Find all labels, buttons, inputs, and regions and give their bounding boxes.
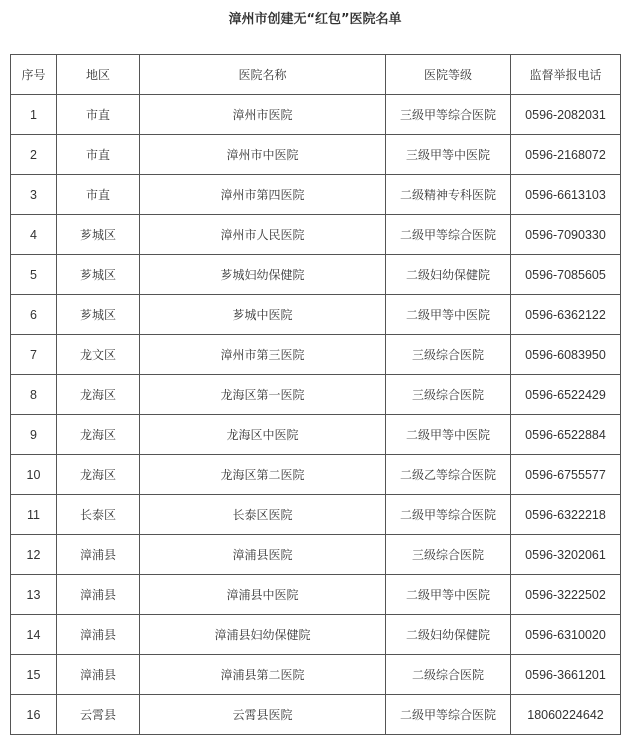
row-region: 芗城区	[57, 215, 140, 255]
row-region: 芗城区	[57, 295, 140, 335]
row-hospital-level: 二级甲等综合医院	[386, 495, 511, 535]
row-report-phone: 0596-6083950	[511, 335, 621, 375]
row-hospital-name: 漳浦县妇幼保健院	[140, 615, 386, 655]
table-row	[11, 375, 621, 415]
row-index: 8	[11, 375, 57, 415]
row-hospital-name: 漳浦县第二医院	[140, 655, 386, 695]
header-index: 序号	[11, 55, 57, 95]
row-report-phone: 0596-3661201	[511, 655, 621, 695]
row-hospital-name: 龙海区第一医院	[140, 375, 386, 415]
row-hospital-level: 三级综合医院	[386, 375, 511, 415]
row-report-phone: 0596-6613103	[511, 175, 621, 215]
row-region: 市直	[57, 95, 140, 135]
table-row	[11, 335, 621, 375]
row-hospital-name: 云霄县医院	[140, 695, 386, 735]
row-region: 漳浦县	[57, 615, 140, 655]
row-hospital-level: 三级甲等综合医院	[386, 95, 511, 135]
row-region: 漳浦县	[57, 575, 140, 615]
row-report-phone: 0596-7090330	[511, 215, 621, 255]
row-hospital-level: 二级妇幼保健院	[386, 255, 511, 295]
row-region: 龙海区	[57, 375, 140, 415]
row-hospital-level: 二级甲等综合医院	[386, 695, 511, 735]
row-hospital-level: 二级精神专科医院	[386, 175, 511, 215]
row-hospital-name: 芗城中医院	[140, 295, 386, 335]
row-report-phone: 0596-6362122	[511, 295, 621, 335]
row-region: 龙文区	[57, 335, 140, 375]
row-index: 10	[11, 455, 57, 495]
row-hospital-level: 三级甲等中医院	[386, 135, 511, 175]
row-hospital-name: 漳州市人民医院	[140, 215, 386, 255]
row-report-phone: 0596-6322218	[511, 495, 621, 535]
row-hospital-name: 长泰区医院	[140, 495, 386, 535]
row-report-phone: 18060224642	[511, 695, 621, 735]
table-row	[11, 175, 621, 215]
row-index: 15	[11, 655, 57, 695]
row-index: 1	[11, 95, 57, 135]
row-index: 14	[11, 615, 57, 655]
row-index: 5	[11, 255, 57, 295]
row-region: 漳浦县	[57, 655, 140, 695]
row-hospital-name: 漳州市中医院	[140, 135, 386, 175]
row-hospital-level: 二级甲等中医院	[386, 415, 511, 455]
table-row	[11, 615, 621, 655]
row-hospital-level: 二级甲等中医院	[386, 295, 511, 335]
table-row	[11, 255, 621, 295]
row-index: 13	[11, 575, 57, 615]
header-report-phone: 监督举报电话	[511, 55, 621, 95]
header-hospital-level: 医院等级	[386, 55, 511, 95]
row-report-phone: 0596-2168072	[511, 135, 621, 175]
header-region: 地区	[57, 55, 140, 95]
table-row	[11, 455, 621, 495]
row-index: 16	[11, 695, 57, 735]
row-region: 云霄县	[57, 695, 140, 735]
header-hospital-name: 医院名称	[140, 55, 386, 95]
row-region: 龙海区	[57, 415, 140, 455]
row-region: 芗城区	[57, 255, 140, 295]
row-index: 11	[11, 495, 57, 535]
row-index: 6	[11, 295, 57, 335]
table-row	[11, 495, 621, 535]
row-hospital-name: 龙海区中医院	[140, 415, 386, 455]
page-title: 漳州市创建无“红包”医院名单	[228, 12, 402, 27]
row-index: 9	[11, 415, 57, 455]
row-hospital-level: 二级乙等综合医院	[386, 455, 511, 495]
row-hospital-level: 二级甲等中医院	[386, 575, 511, 615]
table-row	[11, 135, 621, 175]
row-report-phone: 0596-3222502	[511, 575, 621, 615]
row-hospital-level: 三级综合医院	[386, 335, 511, 375]
row-hospital-name: 漳浦县医院	[140, 535, 386, 575]
row-region: 漳浦县	[57, 535, 140, 575]
table-row	[11, 655, 621, 695]
row-report-phone: 0596-6522884	[511, 415, 621, 455]
row-hospital-name: 漳州市医院	[140, 95, 386, 135]
table-row	[11, 575, 621, 615]
row-report-phone: 0596-6755577	[511, 455, 621, 495]
row-index: 7	[11, 335, 57, 375]
row-report-phone: 0596-6522429	[511, 375, 621, 415]
row-index: 2	[11, 135, 57, 175]
table-row	[11, 415, 621, 455]
row-report-phone: 0596-6310020	[511, 615, 621, 655]
row-index: 4	[11, 215, 57, 255]
row-hospital-level: 二级甲等综合医院	[386, 215, 511, 255]
row-region: 长泰区	[57, 495, 140, 535]
hospital-table	[10, 54, 621, 735]
row-report-phone: 0596-7085605	[511, 255, 621, 295]
row-region: 市直	[57, 175, 140, 215]
row-hospital-name: 漳州市第四医院	[140, 175, 386, 215]
row-index: 12	[11, 535, 57, 575]
row-hospital-name: 漳浦县中医院	[140, 575, 386, 615]
row-region: 市直	[57, 135, 140, 175]
table-row	[11, 215, 621, 255]
table-row	[11, 95, 621, 135]
row-hospital-level: 三级综合医院	[386, 535, 511, 575]
row-hospital-name: 芗城妇幼保健院	[140, 255, 386, 295]
table-row	[11, 695, 621, 735]
table-row	[11, 295, 621, 335]
table-row	[11, 535, 621, 575]
row-hospital-name: 漳州市第三医院	[140, 335, 386, 375]
row-index: 3	[11, 175, 57, 215]
row-region: 龙海区	[57, 455, 140, 495]
table-header-row	[11, 55, 621, 95]
row-report-phone: 0596-2082031	[511, 95, 621, 135]
row-hospital-name: 龙海区第二医院	[140, 455, 386, 495]
row-hospital-level: 二级综合医院	[386, 655, 511, 695]
row-report-phone: 0596-3202061	[511, 535, 621, 575]
row-hospital-level: 二级妇幼保健院	[386, 615, 511, 655]
